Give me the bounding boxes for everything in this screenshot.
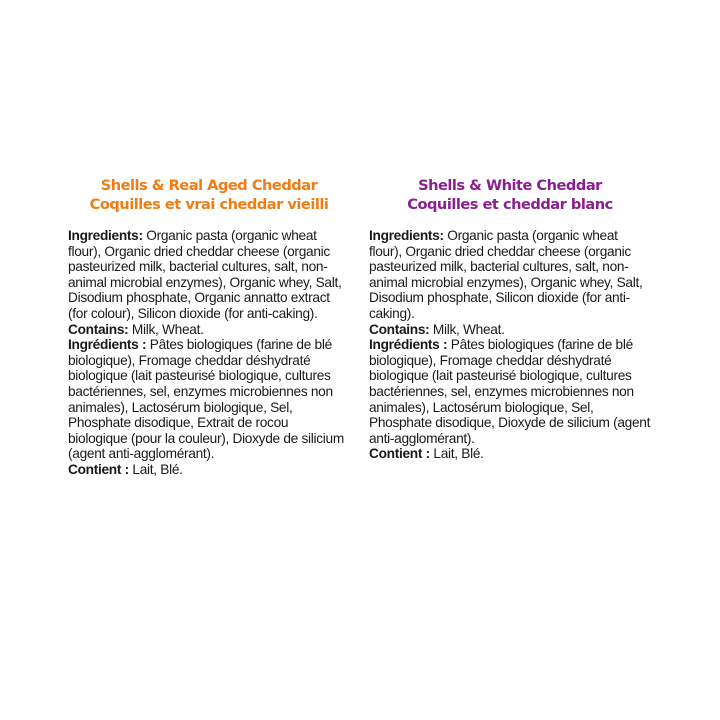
aged-cheddar-title-fr: Coquilles et vrai cheddar vieilli [89,196,329,213]
contains-en [68,322,350,338]
white-cheddar-title-en: Shells & White Cheddar [418,177,602,194]
aged-cheddar-title-en: Shells & Real Aged Cheddar [100,177,318,194]
aged-cheddar-panel [68,176,350,478]
contains-en-text: Milk, Wheat. [128,321,204,337]
ingredients-fr-text: Pâtes biologiques (farine de blé biologique), Fromage cheddar déshydraté biologique (lait pasteurisé biologique, cultures bactériennes, sel, enzymes microbiennes non animales), Lactosérum biologique, Sel, Phosphate disodique, Dioxyde de silicium (agent anti-agglomérant). [369,337,651,446]
ingredients-fr-label: Ingrédients : [369,337,448,353]
contains-fr-label: Contient : [369,446,430,462]
aged-cheddar-title [68,176,350,214]
contains-fr-text: Lait, Blé. [429,446,484,462]
contains-fr [68,462,350,478]
white-cheddar-panel [369,176,651,462]
contains-fr [369,446,651,462]
contains-en-label: Contains: [68,321,129,337]
ingredients-en [68,228,350,322]
ingredients-en-label: Ingredients: [68,228,143,243]
ingredients-fr-text: Pâtes biologiques (farine de blé biologique), Fromage cheddar déshydraté biologique (lait pasteurisé biologique, cultures bactériennes, sel, enzymes microbiennes non animales), Lactosérum biologique, Sel, Phosphate disodique, Extrait de rocou biologique (pour la couleur), Dioxyde de silicium (agent anti-agglomérant). [68,337,344,462]
white-cheddar-ingredients-block [369,228,651,462]
ingredients-fr [369,337,651,446]
ingredients-en-text: Organic pasta (organic wheat flour), Organic dried cheddar cheese (organic pasteurized milk, bacterial cultures, salt, non-animal microbial enzymes), Organic whey, Salt, Disodium phosphate, Silicon dioxide (for anti-caking). [369,228,643,321]
contains-en [369,322,651,338]
white-cheddar-title [369,176,651,214]
contains-en-text: Milk, Wheat. [429,321,505,337]
contains-fr-text: Lait, Blé. [128,461,183,477]
ingredients-en [369,228,651,322]
contains-en-label: Contains: [369,321,430,337]
aged-cheddar-ingredients-block [68,228,350,478]
ingredients-fr-label: Ingrédients : [68,337,147,353]
contains-fr-label: Contient : [68,461,129,477]
ingredients-en-label: Ingredients: [369,228,444,243]
white-cheddar-title-fr: Coquilles et cheddar blanc [407,196,613,213]
ingredients-en-text: Organic pasta (organic wheat flour), Organic dried cheddar cheese (organic pasteurized milk, bacterial cultures, salt, non-animal microbial enzymes), Organic whey, Salt, Disodium phosphate, Organic annatto extract (for colour), Silicon dioxide (for anti-caking). [68,228,342,321]
ingredients-fr [68,337,350,462]
